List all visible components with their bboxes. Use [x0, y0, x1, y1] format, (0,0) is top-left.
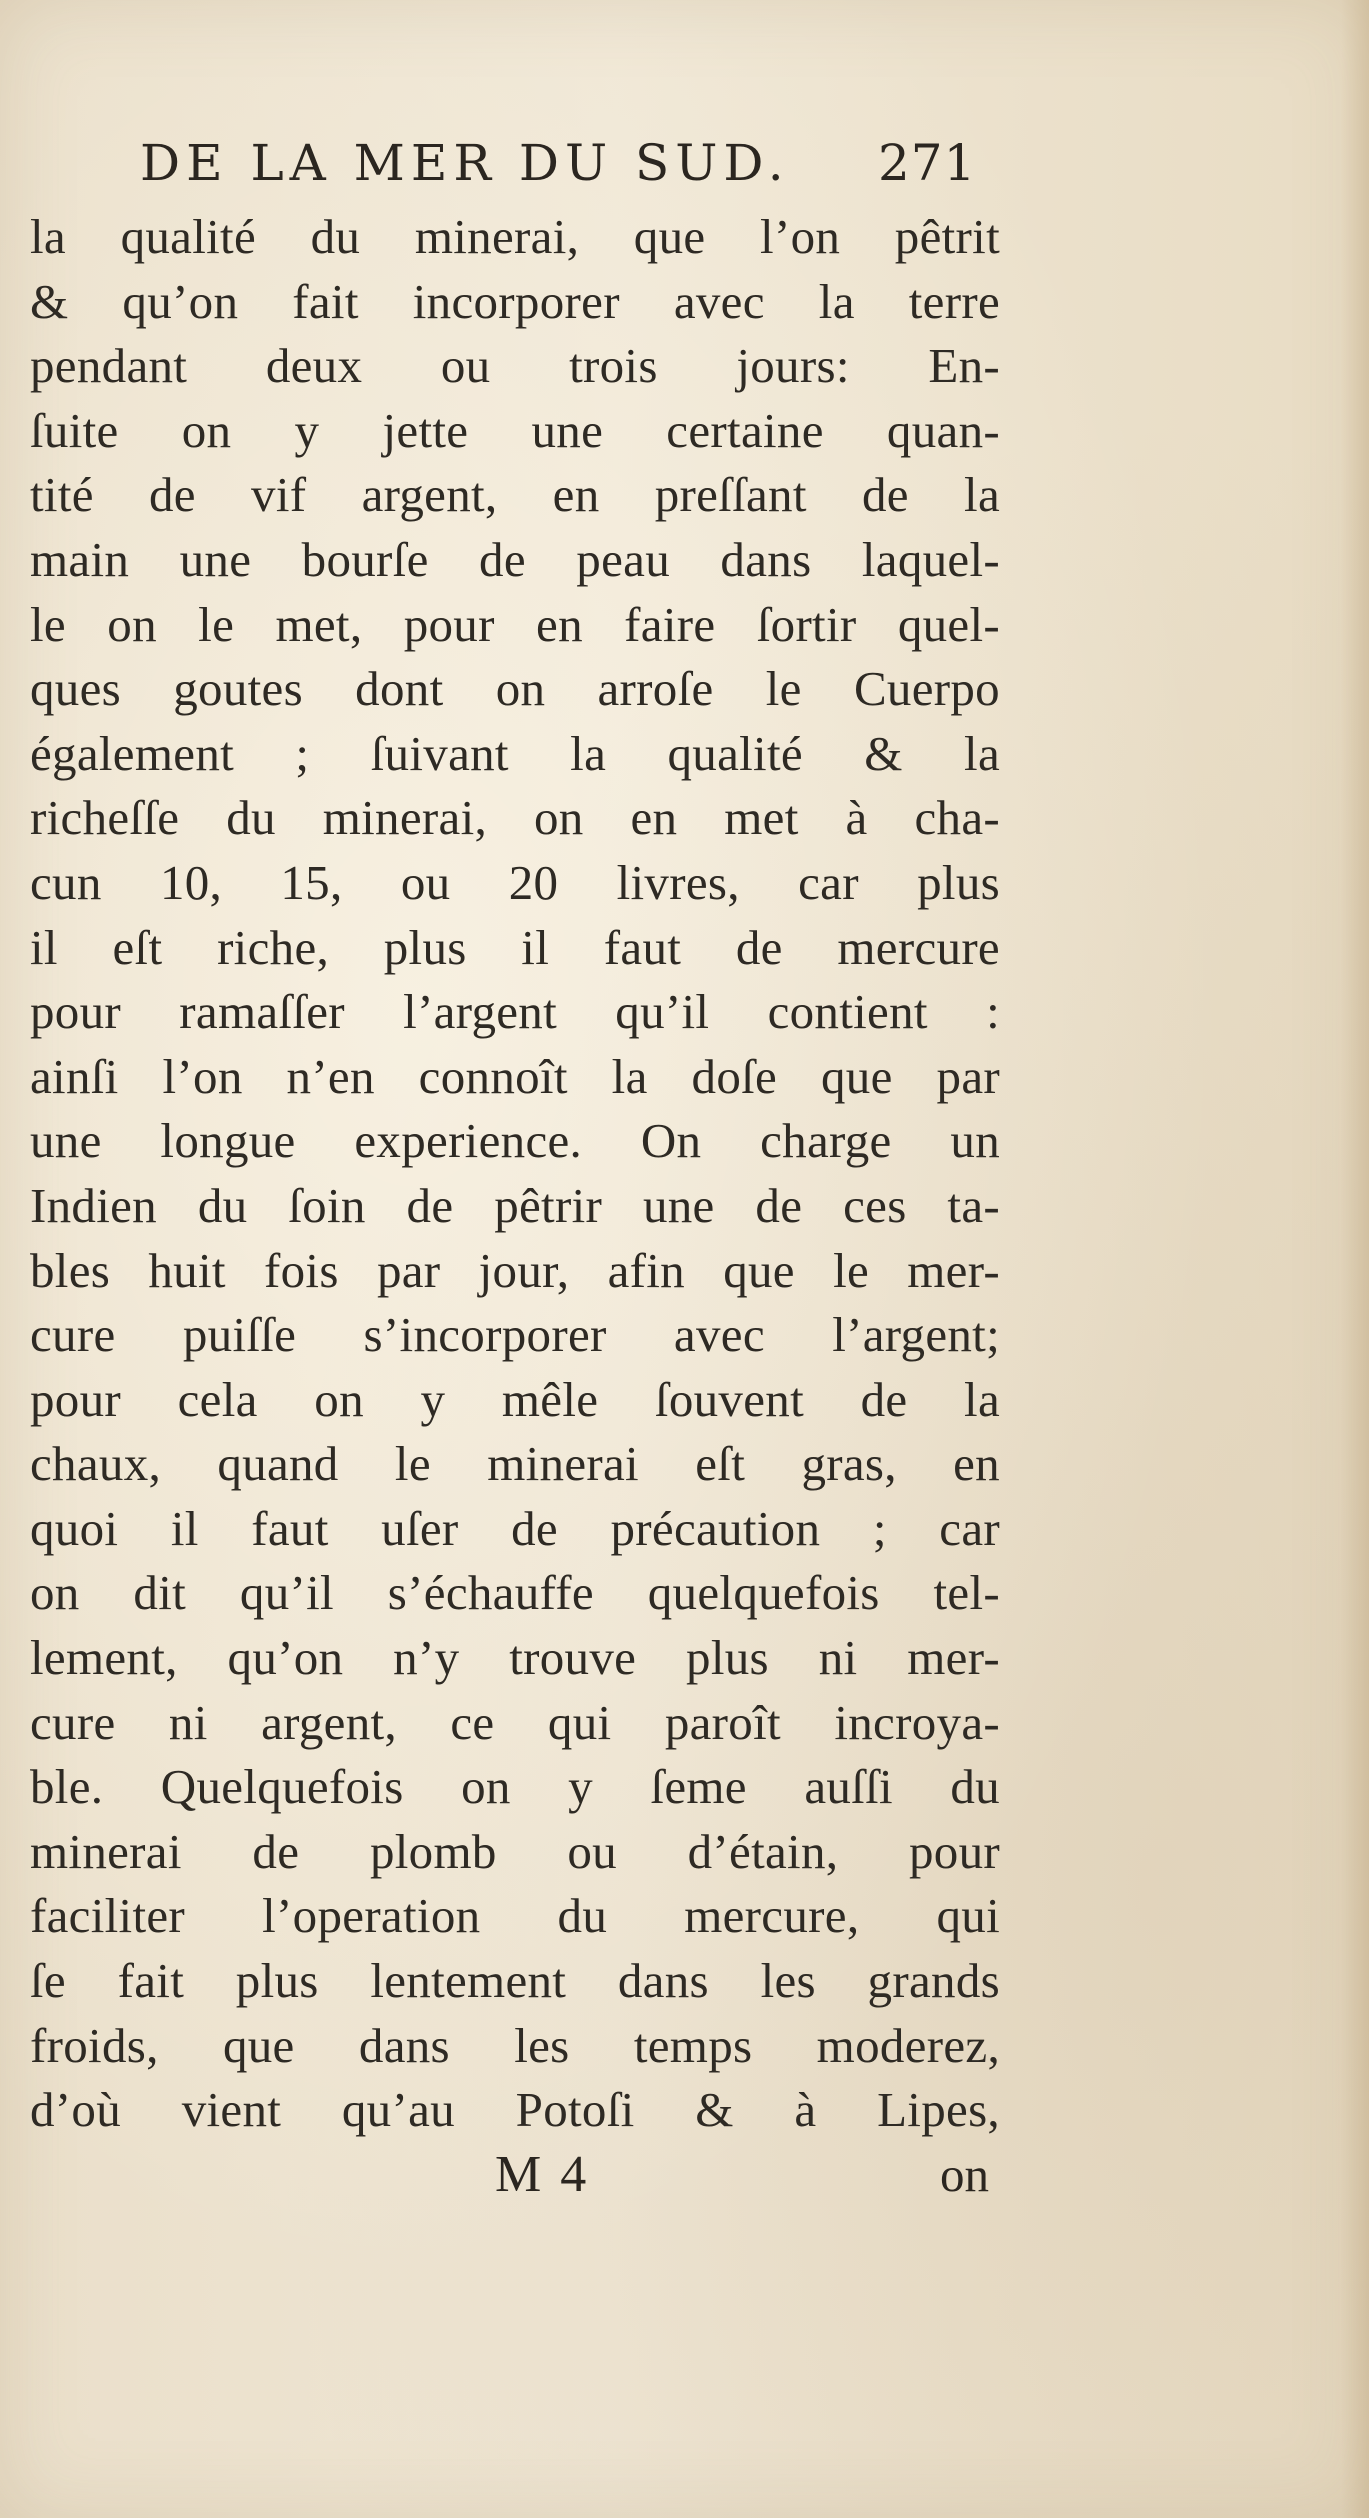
- text-line: main une bourſe de peau dans laquel-: [30, 531, 1000, 587]
- text-line: richeſſe du minerai, on en met à cha-: [30, 790, 1000, 846]
- text-line: ble. Quelquefois on y ſeme auſſi du: [30, 1759, 1000, 1815]
- text-line: minerai de plomb ou d’étain, pour: [30, 1823, 1000, 1879]
- text-line: cun 10, 15, ou 20 livres, car plus: [30, 854, 1000, 910]
- text-line: ſuite on y jette une certaine quan-: [30, 402, 1000, 458]
- text-line: pour cela on y mêle ſouvent de la: [30, 1371, 1000, 1427]
- text-line: chaux, quand le minerai eſt gras, en: [30, 1436, 1000, 1492]
- text-line: lement, qu’on n’y trouve plus ni mer-: [30, 1630, 1000, 1686]
- text-line: Indien du ſoin de pêtrir une de ces ta-: [30, 1177, 1000, 1233]
- text-line: également ; ſuivant la qualité & la: [30, 725, 1000, 781]
- text-line: ques goutes dont on arroſe le Cuerpo: [30, 661, 1000, 717]
- text-line: bles huit fois par jour, afin que le mer-: [30, 1242, 1000, 1298]
- text-line: la qualité du minerai, que l’on pêtrit: [30, 209, 1000, 264]
- text-line: le on le met, pour en faire ſortir quel-: [30, 596, 1000, 652]
- text-line: pour ramaſſer l’argent qu’il contient :: [30, 984, 1000, 1040]
- text-line: ſe fait plus lentement dans les grands: [30, 1953, 1000, 2009]
- signature-mark: M 4: [495, 2146, 590, 2203]
- page-footer: [0, 2140, 1369, 2210]
- text-line: cure puiſſe s’incorporer avec l’argent;: [30, 1307, 1000, 1363]
- text-line: tité de vif argent, en preſſant de la: [30, 467, 1000, 523]
- text-line: quoi il faut uſer de précaution ; car: [30, 1500, 1000, 1556]
- page-header: [0, 128, 1369, 198]
- text-line: une longue experience. On charge un: [30, 1113, 1000, 1169]
- text-line: cure ni argent, ce qui paroît incroya-: [30, 1694, 1000, 1750]
- body-text: [30, 205, 1000, 2143]
- text-line: il eſt riche, plus il faut de mercure: [30, 919, 1000, 975]
- text-line: on dit qu’il s’échauffe quelquefois tel-: [30, 1565, 1000, 1621]
- catchword: on: [940, 2147, 989, 2202]
- text-line: ainſi l’on n’en connoît la doſe que par: [30, 1048, 1000, 1104]
- text-line: faciliter l’operation du mercure, qui: [30, 1888, 1000, 1944]
- text-line: & qu’on fait incorporer avec la terre: [30, 273, 1000, 329]
- text-line: froids, que dans les temps moderez,: [30, 2017, 1000, 2073]
- text-line: pendant deux ou trois jours: En-: [30, 338, 1000, 394]
- text-line: d’où vient qu’au Potoſi & à Lipes,: [30, 2082, 1000, 2138]
- running-title: DE LA MER DU SUD.: [140, 134, 790, 192]
- page-number: 271: [878, 134, 977, 192]
